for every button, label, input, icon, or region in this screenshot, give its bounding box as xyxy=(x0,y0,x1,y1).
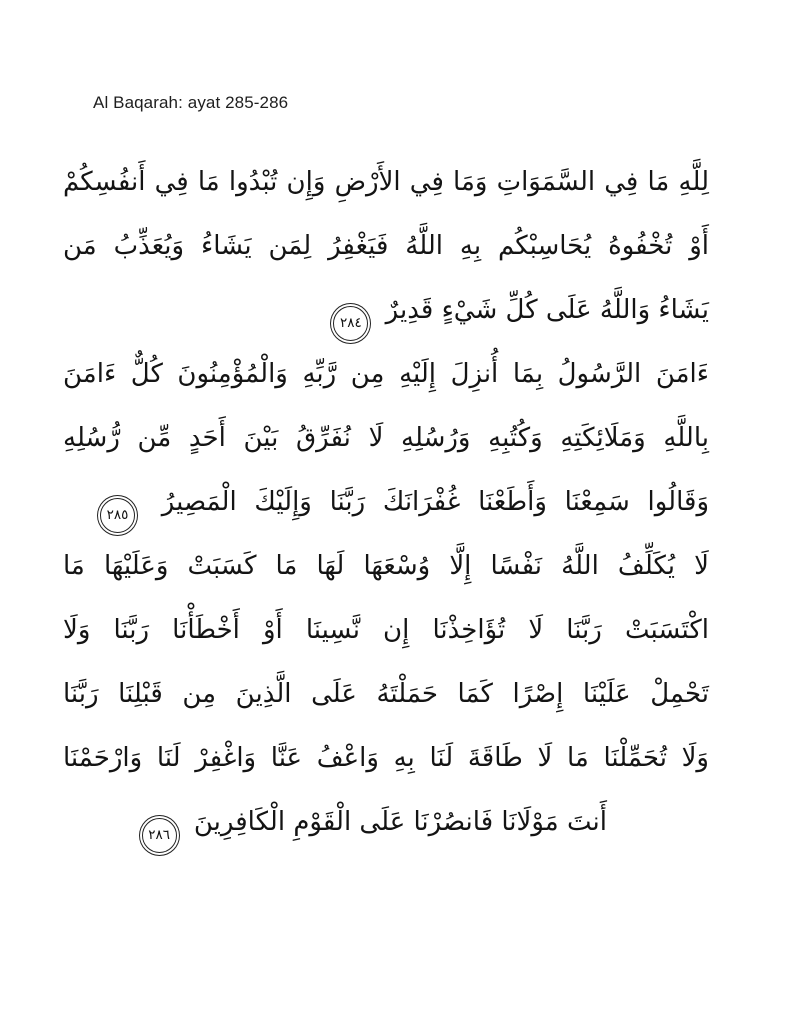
quran-scan-block xyxy=(63,150,709,854)
quran-line-text: يَشَاءُ وَاللَّهُ عَلَى كُلِّ شَيْءٍ قَدِيرٌ xyxy=(385,295,709,325)
quran-line-7 xyxy=(63,534,709,598)
quran-line-11 xyxy=(63,790,709,854)
quran-line-8 xyxy=(63,598,709,662)
ayah-number: ٢٨٤ xyxy=(340,315,362,331)
quran-line-9 xyxy=(63,662,709,726)
quran-line-text: اكْتَسَبَتْ رَبَّنَا لَا تُؤَاخِذْنَا إِن نَّسِينَا أَوْ أَخْطَأْنَا رَبَّنَا وَلَا xyxy=(63,615,709,645)
quran-line-text: بِاللَّهِ وَمَلَائِكَتِهِ وَكُتُبِهِ وَرُسُلِهِ لَا نُفَرِّقُ بَيْنَ أَحَدٍ مِّن رُّسُلِهِ xyxy=(63,423,709,453)
ayah-marker-285 xyxy=(100,498,135,533)
quran-line-4 xyxy=(63,342,709,406)
quran-line-6 xyxy=(63,470,709,534)
quran-line-text: وَقَالُوا سَمِعْنَا وَأَطَعْنَا غُفْرَانَكَ رَبَّنَا وَإِلَيْكَ الْمَصِيرُ xyxy=(161,487,709,517)
quran-line-text: وَلَا تُحَمِّلْنَا مَا لَا طَاقَةَ لَنَا بِهِ وَاعْفُ عَنَّا وَاغْفِرْ لَنَا وَارْحَمْنَا xyxy=(63,743,709,773)
quran-line-text: أَنتَ مَوْلَانَا فَانصُرْنَا عَلَى الْقَوْمِ الْكَافِرِينَ xyxy=(193,807,607,837)
quran-line-5 xyxy=(63,406,709,470)
quran-line-3 xyxy=(63,278,709,342)
quran-line-text: تَحْمِلْ عَلَيْنَا إِصْرًا كَمَا حَمَلْتَهُ عَلَى الَّذِينَ مِن قَبْلِنَا رَبَّنَا xyxy=(63,679,709,709)
quran-line-2 xyxy=(63,214,709,278)
quran-line-10 xyxy=(63,726,709,790)
ayah-marker-284 xyxy=(333,306,368,341)
quran-line-text: ءَامَنَ الرَّسُولُ بِمَا أُنزِلَ إِلَيْهِ مِن رَّبِّهِ وَالْمُؤْمِنُونَ كُلٌّ ءَامَنَ xyxy=(63,359,709,389)
page-title: Al Baqarah: ayat 285-286 xyxy=(93,93,289,112)
quran-line-1 xyxy=(63,150,709,214)
ayah-number: ٢٨٦ xyxy=(148,827,170,843)
ayah-marker-286 xyxy=(142,818,177,853)
quran-line-text: لِلَّهِ مَا فِي السَّمَوَاتِ وَمَا فِي الأَرْضِ وَإِن تُبْدُوا مَا فِي أَنفُسِكُمْ xyxy=(63,167,709,197)
ayah-number: ٢٨٥ xyxy=(106,507,129,523)
quran-line-text: أَوْ تُخْفُوهُ يُحَاسِبْكُم بِهِ اللَّهُ فَيَغْفِرُ لِمَن يَشَاءُ وَيُعَذِّبُ مَن xyxy=(63,231,709,261)
quran-line-text: لَا يُكَلِّفُ اللَّهُ نَفْسًا إِلَّا وُسْعَهَا لَهَا مَا كَسَبَتْ وَعَلَيْهَا مَا xyxy=(63,551,709,581)
